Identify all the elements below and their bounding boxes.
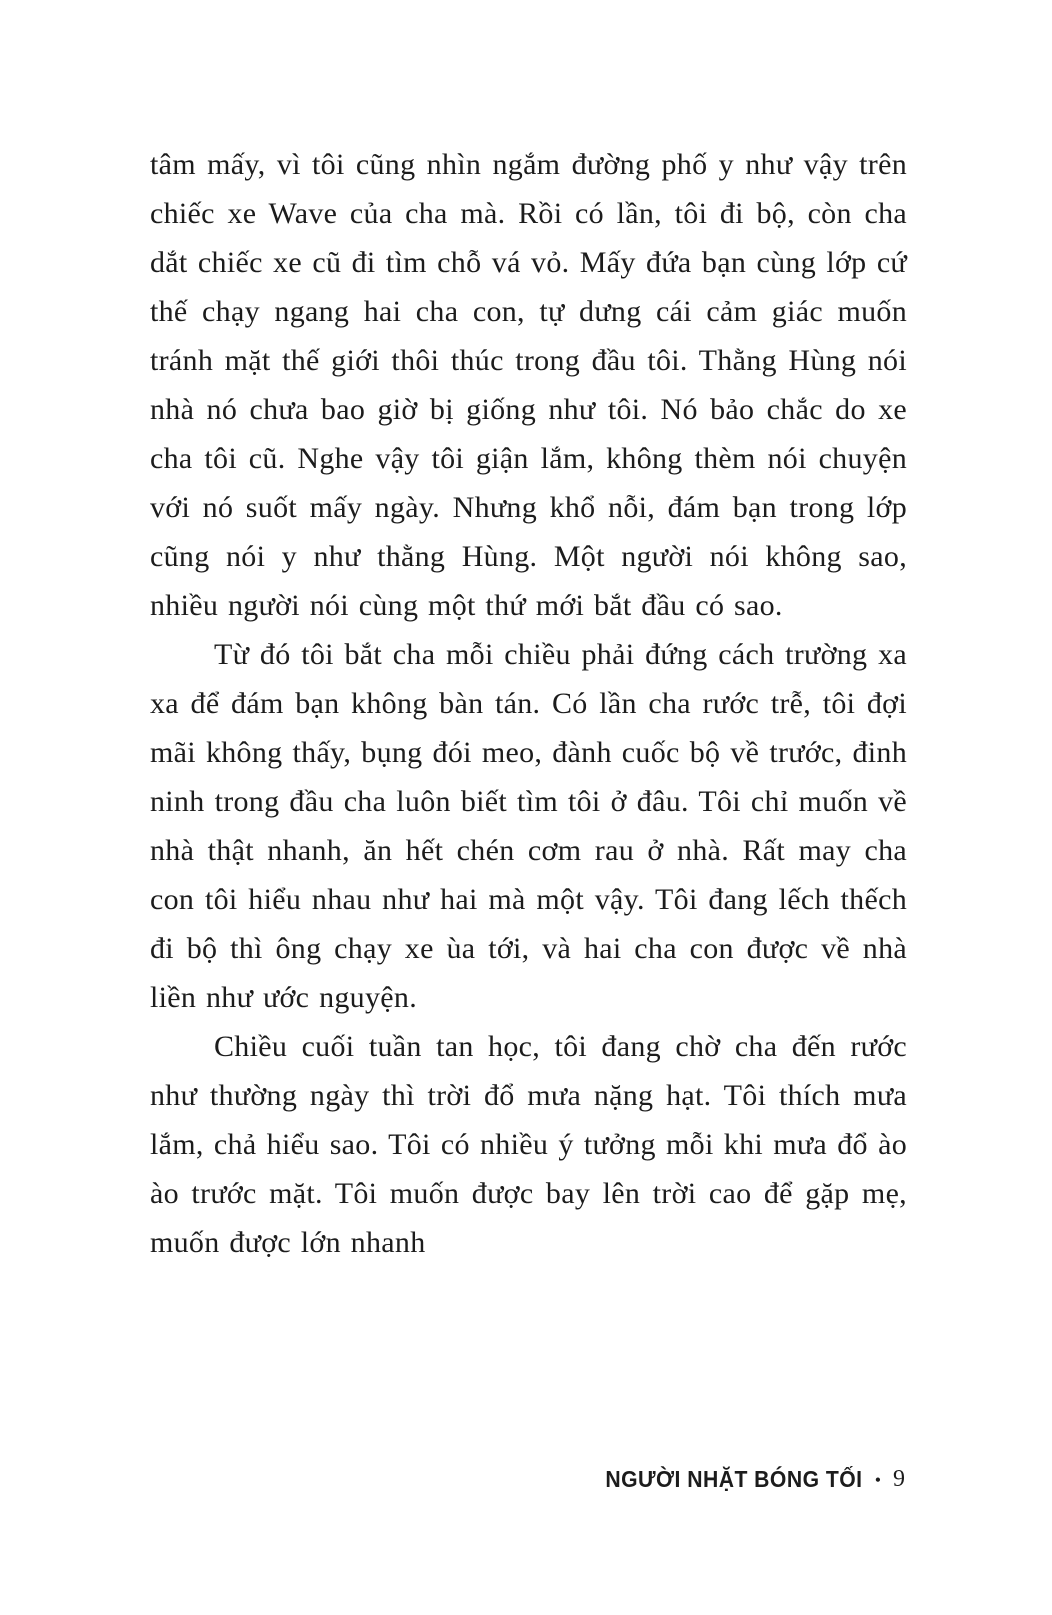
page-footer bbox=[583, 1466, 905, 1493]
paragraph: Từ đó tôi bắt cha mỗi chiều phải đứng cách trường xa xa để đám bạn không bàn tán. Có lần cha rước trễ, tôi đợi mãi không thấy, bụng đói meo, đành cuốc bộ về trước, đinh ninh trong đầu cha luôn biết tìm tôi ở đâu. Tôi chỉ muốn về nhà thật nhanh, ăn hết chén cơm rau ở nhà. Rất may cha con tôi hiểu nhau như hai mà một vậy. Tôi đang lếch thếch đi bộ thì ông chạy xe ùa tới, và hai cha con được về nhà liền như ước nguyện. bbox=[150, 638, 907, 1014]
paragraph: tâm mấy, vì tôi cũng nhìn ngắm đường phố y như vậy trên chiếc xe Wave của cha mà. Rồi có lần, tôi đi bộ, còn cha dắt chiếc xe cũ đi tìm chỗ vá vỏ. Mấy đứa bạn cùng lớp cứ thế chạy ngang hai cha con, tự dưng cái cảm giác muốn tránh mặt thế giới thôi thúc trong đầu tôi. Thằng Hùng nói nhà nó chưa bao giờ bị giống như tôi. Nó bảo chắc do xe cha tôi cũ. Nghe vậy tôi giận lắm, không thèm nói chuyện với nó suốt mấy ngày. Nhưng khổ nỗi, đám bạn trong lớp cũng nói y như thằng Hùng. Một người nói không sao, nhiều người nói cùng một thứ mới bắt đầu có sao. bbox=[150, 148, 907, 622]
paragraph: Chiều cuối tuần tan học, tôi đang chờ cha đến rước như thường ngày thì trời đổ mưa nặng hạt. Tôi thích mưa lắm, chả hiểu sao. Tôi có nhiều ý tưởng mỗi khi mưa đổ ào ào trước mặt. Tôi muốn được bay lên trời cao để gặp mẹ, muốn được lớn nhanh bbox=[150, 1030, 907, 1259]
footer-page-number: 9 bbox=[893, 1466, 905, 1492]
footer-bullet-separator: • bbox=[874, 1469, 881, 1490]
footer-book-title: NGƯỜI NHẶT BÓNG TỐI bbox=[605, 1466, 863, 1492]
body-text bbox=[150, 140, 907, 1267]
